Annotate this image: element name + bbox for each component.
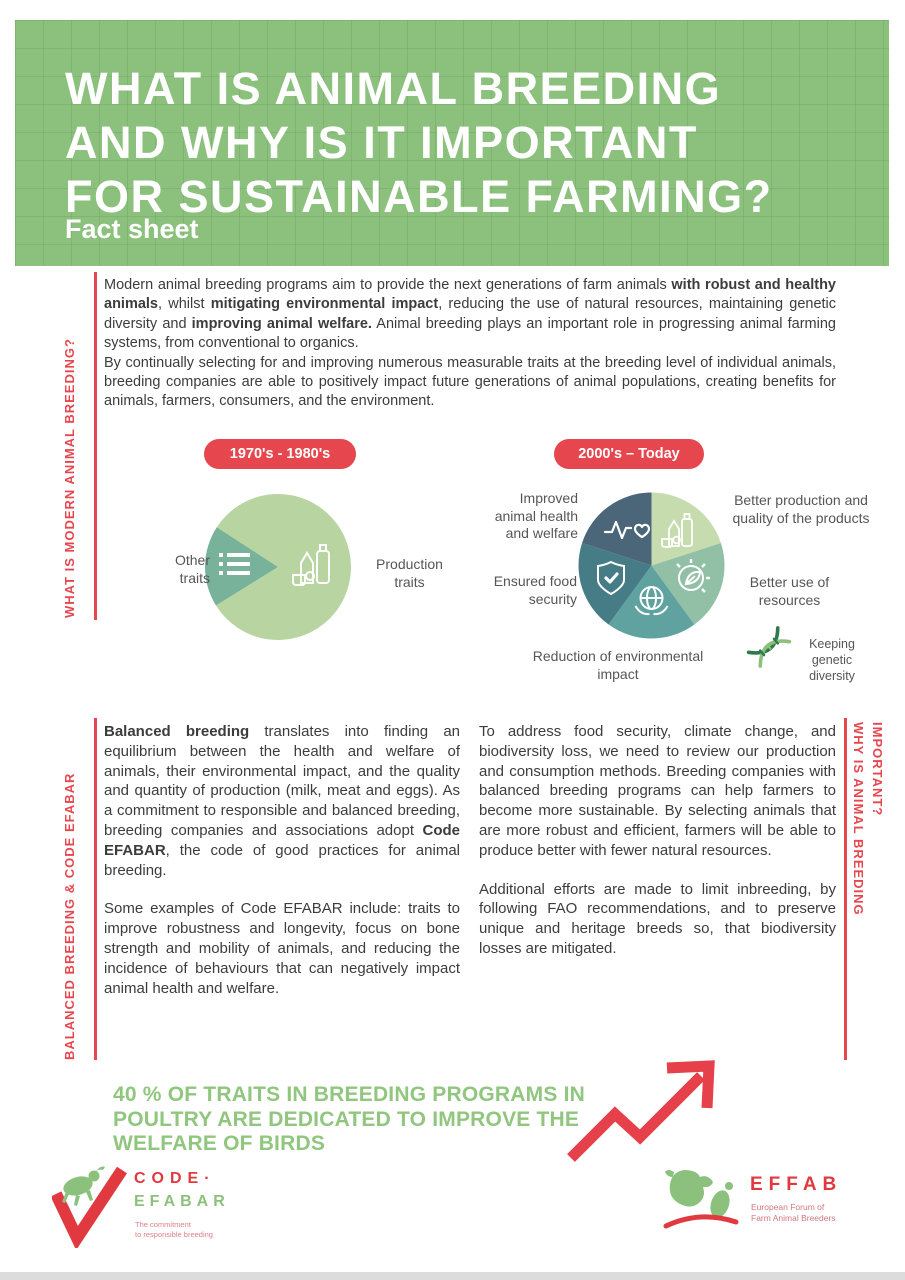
label-other-traits: Other traits bbox=[174, 552, 210, 586]
code-efabar-wordmark-efabar: EFABAR bbox=[134, 1193, 230, 1210]
intro-paragraph-2: By continually selecting for and improving numerous measurable traits at the breeding level of individual animals, breeding companies are able to positively impact future generations of animal populations, creating benefits for animals, farmers, consumers, and the environment. bbox=[104, 354, 836, 410]
effab-tagline: European Forum of Farm Animal Breeders bbox=[751, 1202, 836, 1223]
balanced-paragraph-2: Some examples of Code EFABAR include: traits to improve robustness and longevity, focus on bone strength and mobility of animals, and reducing the incidence of behaviours that can negatively impact animal health and welfare. bbox=[104, 900, 460, 997]
code-efabar-tagline: The commitment to responsible breeding bbox=[135, 1220, 213, 1239]
side-label-why-important-line2: IMPORTANT? bbox=[870, 722, 885, 817]
code-efabar-wordmark-code: CODE· bbox=[134, 1170, 216, 1187]
label-production-traits: Production traits bbox=[376, 556, 443, 590]
section-divider-line bbox=[844, 718, 847, 1060]
balanced-breeding-column bbox=[104, 722, 460, 998]
balanced-paragraph-1: Balanced breeding translates into finding an equilibrium between the health and welfare of animals, their environmental impact, and the quality and quantity of production (milk, meat and eggs). As a commitment to responsible and balanced breeding, breeding companies and associations adopt Code EFABAR, the code of good practices for animal breeding. bbox=[104, 723, 461, 879]
side-label-why-important-line1: WHY IS ANIMAL BREEDING bbox=[851, 722, 866, 916]
page-bottom-edge bbox=[0, 1272, 905, 1280]
growth-arrow-icon bbox=[563, 1050, 755, 1170]
title-line-3: FOR SUSTAINABLE FARMING? bbox=[65, 171, 773, 222]
label-keeping-genetic-diversity: Keeping genetic diversity bbox=[809, 637, 855, 683]
section-divider-line bbox=[94, 272, 97, 620]
code-efabar-checkmark-goat-icon bbox=[52, 1164, 128, 1248]
side-label-balanced-breeding: BALANCED BREEDING & CODE EFABAR bbox=[62, 772, 77, 1060]
label-ensured-food-security: Ensured food security bbox=[493, 573, 577, 607]
section-divider-line bbox=[94, 718, 97, 1060]
why-paragraph-2: Additional efforts are made to limit inbreeding, by following FAO recommendations, and to preserve unique and heritage breeds so, that biodiversity losses are mitigated. bbox=[479, 880, 836, 957]
era-badge-2000s: 2000's – Today bbox=[554, 439, 704, 469]
pie-chart-2000s-benefits bbox=[578, 492, 725, 639]
pie-chart-1970s-traits bbox=[205, 493, 353, 641]
title-line-1: WHAT IS ANIMAL BREEDING bbox=[65, 63, 722, 114]
why-paragraph-1: To address food security, climate change, and biodiversity loss, we need to review our production and consumption methods. Breeding companies with balanced breeding programs can help farmers to become more sustainable. By selecting animals that are more robust and efficient, farmers will be able to produce better with fewer natural resources. bbox=[479, 723, 836, 859]
code-efabar-logo bbox=[52, 1162, 262, 1262]
why-important-column bbox=[479, 722, 836, 959]
page-subtitle: Fact sheet bbox=[65, 214, 199, 244]
label-reduction-impact: Reduction of environmental impact bbox=[532, 648, 704, 682]
intro-paragraphs bbox=[104, 276, 836, 412]
dna-icon bbox=[740, 620, 798, 674]
intro-paragraph-1: Modern animal breeding programs aim to provide the next generations of farm animals with robust and healthy animals, whilst mitigating environmental impact, reducing the use of natural resources, maintaining genetic diversity and improving animal welfare. Animal breeding plays an important role in progressing animal farming systems, from conventional to organics. bbox=[104, 277, 837, 352]
label-better-use-resources: Better use of resources bbox=[749, 574, 830, 608]
page-title bbox=[65, 62, 773, 224]
effab-cow-icon bbox=[662, 1164, 742, 1236]
header-banner bbox=[15, 20, 889, 266]
label-better-production: Better production and quality of the products bbox=[732, 492, 870, 526]
label-improved-health: Improved animal health and welfare bbox=[494, 490, 578, 541]
poultry-welfare-statement: 40 % OF TRAITS IN BREEDING PROGRAMS IN POULTRY ARE DEDICATED TO IMPROVE THE WELFARE OF BIRDS bbox=[113, 1083, 585, 1155]
effab-wordmark: EFFAB bbox=[750, 1174, 843, 1195]
effab-logo bbox=[662, 1164, 887, 1244]
title-line-2: AND WHY IS IT IMPORTANT bbox=[65, 117, 698, 168]
era-badge-1970s: 1970's - 1980's bbox=[204, 439, 356, 469]
side-label-modern-breeding: WHAT IS MODERN ANIMAL BREEDING? bbox=[62, 338, 77, 618]
